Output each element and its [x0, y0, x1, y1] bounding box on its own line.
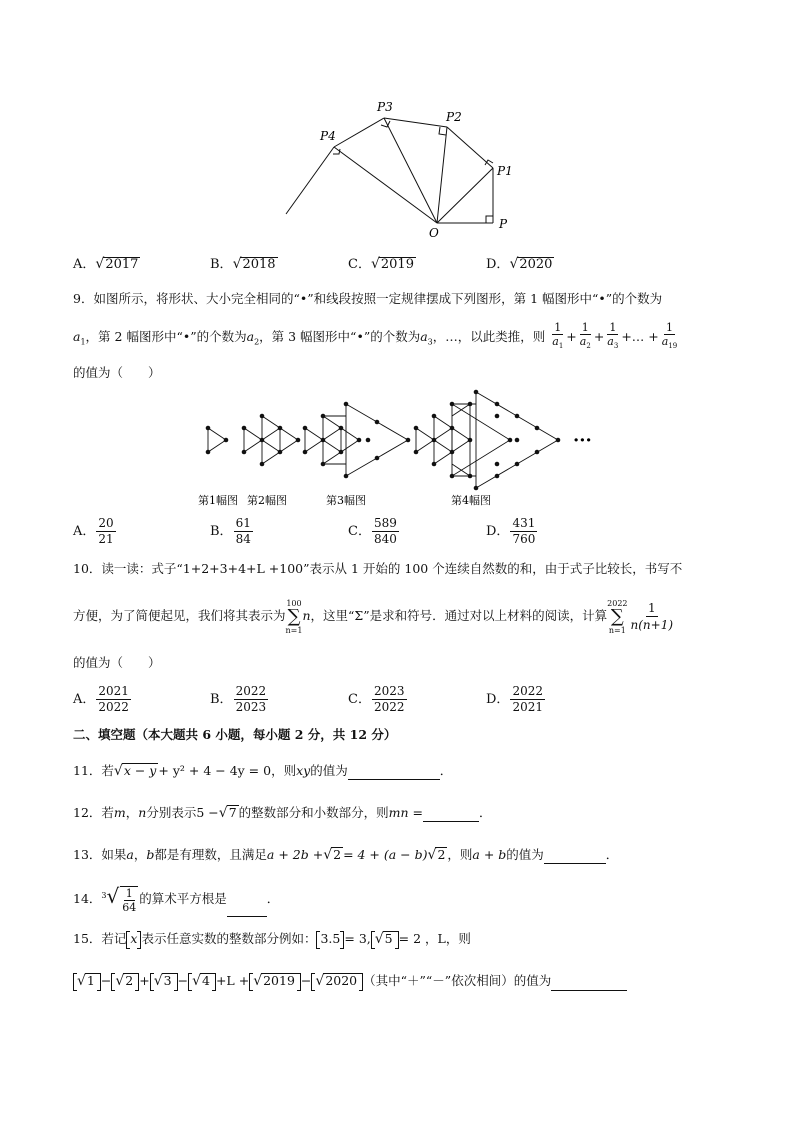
- dot-pattern-figure: [195, 388, 615, 510]
- q15-line1: 15．若记 x 表示任意实数的整数部分例如： 3.5 = 3, √5 = 2 ，L，则: [73, 931, 471, 947]
- q15-line2: √1 − √2 + √3 − √4 +L + √2019 − √2020 （其中“＋”“－”依次相间）的值为: [73, 972, 627, 991]
- section-title: 二、填空题（本大题共 6 小题，每小题 2 分，共 12 分）: [73, 727, 397, 742]
- label-p3: P3: [377, 100, 393, 114]
- caption-fig4: 第4幅图: [451, 494, 491, 507]
- q10-option-d: D． $\frac{2022}{2021}$: [486, 684, 543, 714]
- caption-fig2: 第2幅图: [247, 494, 287, 507]
- q9-option-c: C． $\frac{589}{840}$: [348, 516, 397, 546]
- label-p1: P1: [497, 164, 513, 178]
- q11: 11．若√x − y + y² + 4 − 4y = 0，则xy的值为 ．: [73, 763, 453, 779]
- q10-option-b: B． $\frac{2022}{2023}$: [210, 684, 267, 714]
- q12: 12．若m，n分别表示5 −√7 的整数部分和小数部分，则mn = ．: [73, 805, 492, 821]
- q9-option-a: A． $\frac{20}{21}$: [73, 516, 114, 546]
- q9-line3: 的值为（ ）: [73, 365, 161, 380]
- q9-option-d: D． $\frac{431}{760}$: [486, 516, 536, 546]
- spiral-triangle-figure: [270, 95, 530, 245]
- q10-line1: 10．读一读：式子“1+2+3+4+L +100”表示从 1 开始的 100 个连续自然数的和，由于式子比较长，书写不: [73, 561, 683, 576]
- q14: 14．$^3$√ $\frac{1}{64}$ 的算术平方根是 ．: [73, 878, 279, 917]
- label-p4: P4: [320, 129, 336, 143]
- q9-option-b: B． $\frac{61}{84}$: [210, 516, 251, 546]
- label-p2: P2: [446, 110, 462, 124]
- label-p: P: [499, 217, 508, 231]
- q10-option-c: C． $\frac{2023}{2022}$: [348, 684, 405, 714]
- q8-option-c: C．√2019: [348, 256, 414, 272]
- figure-ellipsis: ···: [573, 430, 592, 451]
- q8-option-d: D．√2020: [486, 256, 553, 272]
- label-o: O: [429, 226, 439, 240]
- q8-option-b: B．√2018: [210, 256, 276, 272]
- q10-line2: 方便，为了简便起见，我们将其表示为 100 ∑ n=1 n，这里“Σ”是求和符号．通过对以上材料的阅读，计算 2022 ∑ n=1 $\frac{1}{n(n+1)}$: [73, 598, 674, 635]
- q9-line1: 9．如图所示，将形状、大小完全相同的“•”和线段按照一定规律摆成下列图形，第 1 幅图形中“•”的个数为: [73, 291, 663, 306]
- q10-line3: 的值为（ ）: [73, 655, 161, 670]
- caption-fig1: 第1幅图: [198, 494, 238, 507]
- q13: 13．如果a，b都是有理数，且满足a + 2b +√2 = 4 + (a − b)√2 ，则a + b的值为 ．: [73, 847, 619, 863]
- q8-option-a: A．√2017: [73, 256, 139, 272]
- caption-fig3: 第3幅图: [326, 494, 366, 507]
- q9-line2: $a_1$，第 2 幅图形中“•”的个数为$a_2$，第 3 幅图形中“•”的个数为$a_3$，…，以此类推，则 $\frac{1}{a_1}$ + $\frac{1}{a_2}$ + $\frac{1}{a_3}$ +… + $\frac{1}{a_{19}}$: [73, 321, 678, 351]
- q10-option-a: A． $\frac{2021}{2022}$: [73, 684, 129, 714]
